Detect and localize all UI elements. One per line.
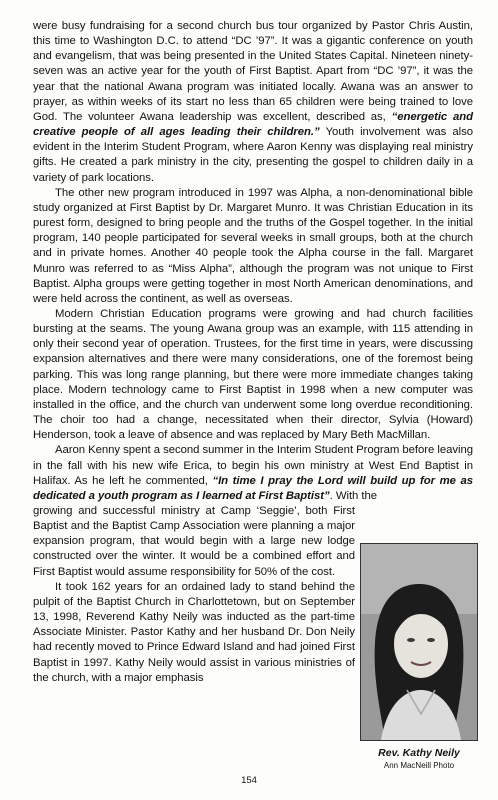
narrow-text-block: [33, 504, 355, 686]
paragraph: Modern Christian Education programs were growing and had church facilities bursting at the seams. The young Awana group was an example, with 115 attending in only their second year of operation. Trustees, for the first time in years, were discussing expansion alternatives and there were many considerations, one of the foremost being parking. This was long range planning, but there were more immediate changes taking place. Modern technology came to First Baptist in 1998 when a new computer was installed in the office, and the church van underwent some long overdue reconditioning. The choir too had a change, necessitated when their director, Sylvia (Howard) Henderson, took a leave of absence and was replaced by Mary Beth MacMillan.: [33, 307, 473, 442]
caption-name: Rev. Kathy Neily: [378, 747, 460, 759]
paragraph-text: Aaron Kenny spent a second summer in the Interim Student Program before leaving in the fall with his new wife Erica, to begin his own ministry at West End Baptist in Halifax. As he left he commented,: [33, 444, 473, 487]
portrait-figure: [360, 543, 478, 770]
page-number: 154: [241, 775, 257, 786]
portrait-photo: [360, 543, 478, 741]
paragraph: The other new program introduced in 1997 was Alpha, a non-denominational bible study organized at First Baptist by Dr. Margaret Munro. It was Christian Education in its purest form, designed to bring people and the truths of the Gospel together. In the initial program, 140 people participated for several weeks in small groups, both at the church and in private homes. Another 40 people took the Alpha course in the fall. Margaret Munro was referred to as “Miss Alpha”, although the program was not unique to First Baptist. Alpha groups were getting together in most North American denominations, and were held across the continent, as well as overseas.: [33, 186, 473, 305]
paragraph: growing and successful ministry at Camp ‘Seggie’, both First Baptist and the Baptist Camp Association were planning a major expansion program, that would begin with a large new lodge constructed over the winter. It would be a combined effort and First Baptist would assume responsibility for 50% of the cost.: [33, 505, 355, 578]
paragraph-text: Youth involvement was also evident in the Interim Student Program, where Aaron Kenny was displaying real ministry gifts. He created a park ministry in the city, presenting the gospel to children daily in a variety of park locations.: [33, 126, 473, 184]
paragraph: [33, 443, 473, 504]
paragraph: It took 162 years for an ordained lady to stand behind the pulpit of the Baptist Church in Charlottetown, but on September 13, 1998, Reverend Kathy Neily was inducted as the part-time Associate Minister. Pastor Kathy and her husband Dr. Don Neily had recently moved to Prince Edward Island and had joined First Baptist in 1997. Kathy Neily would assist in various ministries of the church, with a major emphasis: [33, 580, 355, 684]
paragraph-text: . With the: [329, 489, 378, 502]
quote-text: “In time I pray the Lord will build up for me as dedicated a youth program as I learned at First Baptist”: [33, 474, 474, 502]
quote-text: “energetic and creative people of all ages leading their children.”: [33, 110, 474, 139]
portrait-image: [361, 544, 477, 740]
photo-caption: [360, 747, 478, 770]
caption-credit: Ann MacNeill Photo: [383, 761, 455, 770]
paragraph-text: were busy fundraising for a second church bus tour organized by Pastor Chris Austin, this time to Washington D.C. to attend “DC ’97”. It was a gigantic conference on youth and evangelism, that was being presented in the United States Capital. Nineteen ninety-seven was an active year for the youth of First Baptist. Apart from “DC ’97”, it was the year that the national Awana program was initiated locally. Awana was an answer to prayer, as within weeks of its start no less than 65 children were being trained to love God. The volunteer Awana leadership was excellent, described as,: [33, 20, 473, 123]
paragraph: [33, 19, 473, 186]
